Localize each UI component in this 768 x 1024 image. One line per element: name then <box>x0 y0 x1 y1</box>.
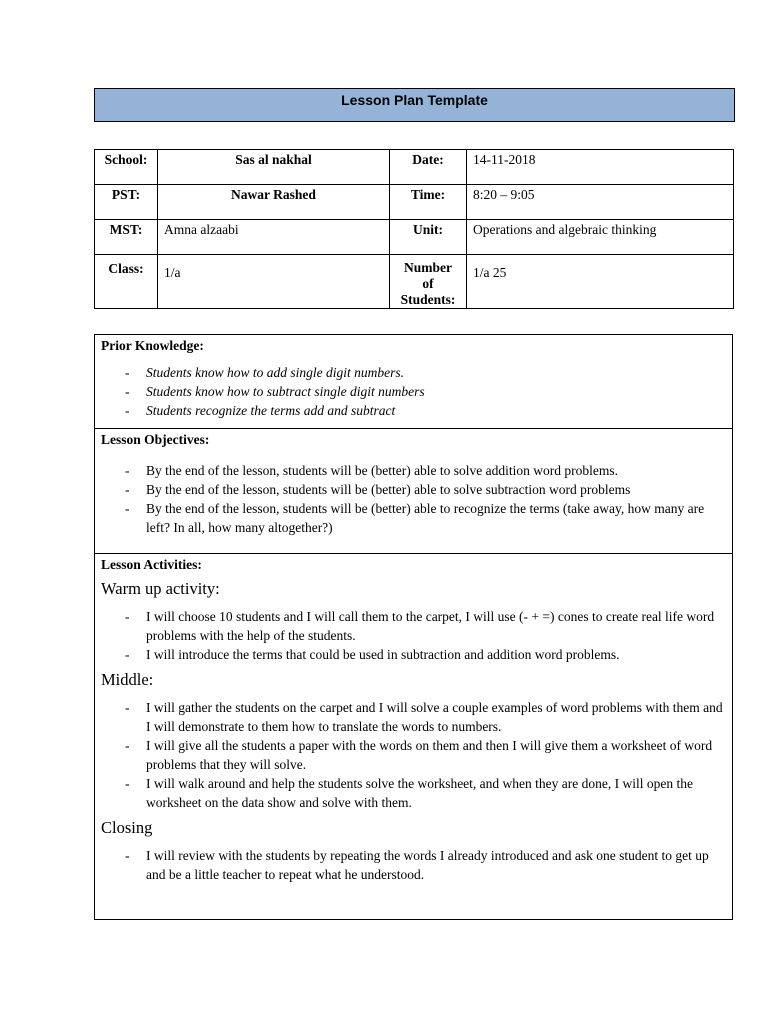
mst-value: Amna alzaabi <box>158 220 390 255</box>
list-item: - I will walk around and help the students solve the worksheet, and when they are done, I will open the worksheet on the data show and solve with them. <box>101 774 726 812</box>
lesson-activities-title: Lesson Activities: <box>101 557 202 572</box>
lesson-objectives-title: Lesson Objectives: <box>101 432 210 447</box>
list-item: - Students know how to add single digit numbers. <box>101 363 726 382</box>
warmup-heading: Warm up activity: <box>101 579 220 598</box>
list-item: - I will choose 10 students and I will call them to the carpet, I will use (- + =) cones to create real life word problems with the help of the students. <box>101 607 726 645</box>
list-item: - I will introduce the terms that could be used in subtraction and addition word problems. <box>101 645 726 664</box>
mst-label: MST: <box>95 220 158 255</box>
num-students-value: 1/a 25 <box>467 255 734 309</box>
class-value: 1/a <box>158 255 390 309</box>
prior-knowledge-title: Prior Knowledge: <box>101 338 204 353</box>
list-item: - By the end of the lesson, students will be (better) able to recognize the terms (take away, how many are left? In all, how many altogether?) <box>101 499 726 537</box>
closing-list <box>101 846 726 884</box>
unit-value: Operations and algebraic thinking <box>467 220 734 255</box>
middle-heading: Middle: <box>101 670 154 689</box>
list-item: - I will give all the students a paper with the words on them and then I will give them a worksheet of word problems that they will solve. <box>101 736 726 774</box>
num-students-label-line: of <box>422 276 434 291</box>
lesson-objectives-section <box>95 429 732 554</box>
list-item: - Students recognize the terms add and subtract <box>101 401 726 420</box>
school-value: Sas al nakhal <box>158 150 390 185</box>
lesson-info-table <box>94 149 734 309</box>
unit-label: Unit: <box>390 220 467 255</box>
lesson-details-box <box>94 334 733 920</box>
prior-knowledge-list <box>101 363 726 420</box>
lesson-activities-section <box>95 554 732 919</box>
date-label: Date: <box>390 150 467 185</box>
class-label: Class: <box>95 255 158 309</box>
date-value: 14-11-2018 <box>467 150 734 185</box>
page-title: Lesson Plan Template <box>94 88 735 122</box>
middle-list <box>101 698 726 812</box>
list-item: - I will gather the students on the carpet and I will solve a couple examples of word problems with them and I will demonstrate to them how to translate the words to numbers. <box>101 698 726 736</box>
list-item: - I will review with the students by repeating the words I already introduced and ask one student to get up and be a little teacher to repeat what he understood. <box>101 846 726 884</box>
warmup-list <box>101 607 726 664</box>
pst-label: PST: <box>95 185 158 220</box>
table-row <box>95 255 734 309</box>
prior-knowledge-section <box>95 335 732 429</box>
school-label: School: <box>95 150 158 185</box>
list-item: - By the end of the lesson, students will be (better) able to solve addition word problems. <box>101 461 726 480</box>
num-students-label-line: Number <box>404 260 452 275</box>
lesson-objectives-list <box>101 461 726 537</box>
list-item: - By the end of the lesson, students will be (better) able to solve subtraction word problems <box>101 480 726 499</box>
num-students-label-line: Students: <box>400 292 456 307</box>
num-students-label <box>390 255 467 309</box>
table-row <box>95 150 734 185</box>
closing-heading: Closing <box>101 818 153 837</box>
table-row <box>95 185 734 220</box>
list-item: - Students know how to subtract single digit numbers <box>101 382 726 401</box>
table-row <box>95 220 734 255</box>
time-label: Time: <box>390 185 467 220</box>
pst-value: Nawar Rashed <box>158 185 390 220</box>
time-value: 8:20 – 9:05 <box>467 185 734 220</box>
